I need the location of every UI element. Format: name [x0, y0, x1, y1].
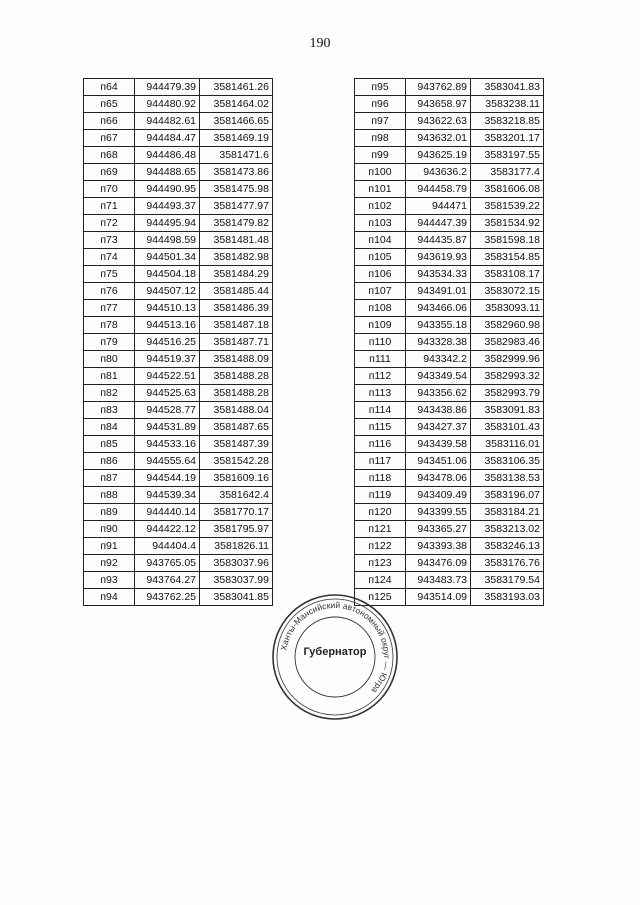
table-row	[84, 164, 273, 181]
table-row	[355, 538, 544, 555]
point-id-cell: п115	[355, 419, 406, 436]
point-id-cell: п100	[355, 164, 406, 181]
y-coordinate-cell: 3582960.98	[471, 317, 544, 334]
coordinates-table-left	[83, 78, 273, 606]
y-coordinate-cell: 3581473.86	[200, 164, 273, 181]
point-id-cell: п71	[84, 198, 135, 215]
y-coordinate-cell: 3581826.11	[200, 538, 273, 555]
point-id-cell: п81	[84, 368, 135, 385]
y-coordinate-cell: 3582983.46	[471, 334, 544, 351]
point-id-cell: п74	[84, 249, 135, 266]
table-row	[355, 504, 544, 521]
y-coordinate-cell: 3581487.71	[200, 334, 273, 351]
x-coordinate-cell: 943393.38	[406, 538, 471, 555]
y-coordinate-cell: 3581461.26	[200, 79, 273, 96]
point-id-cell: п70	[84, 181, 135, 198]
x-coordinate-cell: 944488.65	[135, 164, 200, 181]
x-coordinate-cell: 944479.39	[135, 79, 200, 96]
point-id-cell: п105	[355, 249, 406, 266]
table-row	[355, 96, 544, 113]
table-row	[84, 402, 273, 419]
y-coordinate-cell: 3583041.83	[471, 79, 544, 96]
x-coordinate-cell: 944513.16	[135, 317, 200, 334]
table-left-body	[84, 79, 273, 606]
y-coordinate-cell: 3583193.03	[471, 589, 544, 606]
y-coordinate-cell: 3583101.43	[471, 419, 544, 436]
point-id-cell: п91	[84, 538, 135, 555]
table-row	[355, 334, 544, 351]
x-coordinate-cell: 943451.06	[406, 453, 471, 470]
y-coordinate-cell: 3583201.17	[471, 130, 544, 147]
point-id-cell: п108	[355, 300, 406, 317]
table-row	[84, 368, 273, 385]
x-coordinate-cell: 943438.86	[406, 402, 471, 419]
table-row	[355, 436, 544, 453]
table-row	[355, 521, 544, 538]
y-coordinate-cell: 3581479.82	[200, 215, 273, 232]
table-row	[355, 470, 544, 487]
x-coordinate-cell: 943658.97	[406, 96, 471, 113]
table-row	[355, 249, 544, 266]
y-coordinate-cell: 3581481.48	[200, 232, 273, 249]
y-coordinate-cell: 3581642.4	[200, 487, 273, 504]
table-row	[84, 419, 273, 436]
point-id-cell: п73	[84, 232, 135, 249]
point-id-cell: п106	[355, 266, 406, 283]
table-row	[84, 79, 273, 96]
point-id-cell: п101	[355, 181, 406, 198]
point-id-cell: п75	[84, 266, 135, 283]
table-row	[355, 555, 544, 572]
x-coordinate-cell: 944495.94	[135, 215, 200, 232]
point-id-cell: п110	[355, 334, 406, 351]
y-coordinate-cell: 3581482.98	[200, 249, 273, 266]
y-coordinate-cell: 3581534.92	[471, 215, 544, 232]
x-coordinate-cell: 944533.16	[135, 436, 200, 453]
table-row	[84, 453, 273, 470]
table-row	[355, 385, 544, 402]
point-id-cell: п98	[355, 130, 406, 147]
x-coordinate-cell: 944531.89	[135, 419, 200, 436]
y-coordinate-cell: 3581486.39	[200, 300, 273, 317]
y-coordinate-cell: 3583179.54	[471, 572, 544, 589]
table-row	[355, 317, 544, 334]
x-coordinate-cell: 944544.19	[135, 470, 200, 487]
table-row	[84, 470, 273, 487]
table-row	[84, 555, 273, 572]
table-row	[355, 215, 544, 232]
table-row	[84, 538, 273, 555]
x-coordinate-cell: 943762.25	[135, 589, 200, 606]
table-row	[355, 266, 544, 283]
y-coordinate-cell: 3583213.02	[471, 521, 544, 538]
y-coordinate-cell: 3581485.44	[200, 283, 273, 300]
y-coordinate-cell: 3581598.18	[471, 232, 544, 249]
point-id-cell: п92	[84, 555, 135, 572]
x-coordinate-cell: 943534.33	[406, 266, 471, 283]
x-coordinate-cell: 943764.27	[135, 572, 200, 589]
x-coordinate-cell: 944435.87	[406, 232, 471, 249]
x-coordinate-cell: 944486.48	[135, 147, 200, 164]
y-coordinate-cell: 3581471.6	[200, 147, 273, 164]
y-coordinate-cell: 3581466.65	[200, 113, 273, 130]
table-row	[84, 96, 273, 113]
point-id-cell: п111	[355, 351, 406, 368]
y-coordinate-cell: 3581487.65	[200, 419, 273, 436]
y-coordinate-cell: 3581488.28	[200, 368, 273, 385]
point-id-cell: п125	[355, 589, 406, 606]
y-coordinate-cell: 3581488.04	[200, 402, 273, 419]
x-coordinate-cell: 944519.37	[135, 351, 200, 368]
y-coordinate-cell: 3581484.29	[200, 266, 273, 283]
x-coordinate-cell: 944422.12	[135, 521, 200, 538]
y-coordinate-cell: 3583246.13	[471, 538, 544, 555]
y-coordinate-cell: 3583108.17	[471, 266, 544, 283]
y-coordinate-cell: 3583177.4	[471, 164, 544, 181]
y-coordinate-cell: 3581609.16	[200, 470, 273, 487]
x-coordinate-cell: 943427.37	[406, 419, 471, 436]
table-row	[84, 436, 273, 453]
x-coordinate-cell: 944504.18	[135, 266, 200, 283]
table-row	[84, 300, 273, 317]
table-row	[84, 351, 273, 368]
point-id-cell: п90	[84, 521, 135, 538]
x-coordinate-cell: 943483.73	[406, 572, 471, 589]
y-coordinate-cell: 3583072.15	[471, 283, 544, 300]
table-row	[84, 147, 273, 164]
table-row	[355, 402, 544, 419]
y-coordinate-cell: 3583218.85	[471, 113, 544, 130]
point-id-cell: п68	[84, 147, 135, 164]
table-row	[84, 113, 273, 130]
table-row	[84, 249, 273, 266]
x-coordinate-cell: 943466.06	[406, 300, 471, 317]
x-coordinate-cell: 944528.77	[135, 402, 200, 419]
x-coordinate-cell: 944498.59	[135, 232, 200, 249]
table-row	[355, 300, 544, 317]
table-row	[355, 198, 544, 215]
x-coordinate-cell: 943476.09	[406, 555, 471, 572]
y-coordinate-cell: 3583238.11	[471, 96, 544, 113]
x-coordinate-cell: 944501.34	[135, 249, 200, 266]
table-row	[355, 572, 544, 589]
table-row	[84, 130, 273, 147]
point-id-cell: п97	[355, 113, 406, 130]
point-id-cell: п88	[84, 487, 135, 504]
y-coordinate-cell: 3581539.22	[471, 198, 544, 215]
y-coordinate-cell: 3581795.97	[200, 521, 273, 538]
x-coordinate-cell: 944555.64	[135, 453, 200, 470]
point-id-cell: п89	[84, 504, 135, 521]
y-coordinate-cell: 3582993.79	[471, 385, 544, 402]
point-id-cell: п107	[355, 283, 406, 300]
x-coordinate-cell: 943365.27	[406, 521, 471, 538]
table-row	[355, 181, 544, 198]
x-coordinate-cell: 943355.18	[406, 317, 471, 334]
point-id-cell: п103	[355, 215, 406, 232]
table-row	[355, 487, 544, 504]
table-row	[355, 351, 544, 368]
table-row	[84, 504, 273, 521]
x-coordinate-cell: 944493.37	[135, 198, 200, 215]
table-row	[355, 130, 544, 147]
y-coordinate-cell: 3581469.19	[200, 130, 273, 147]
point-id-cell: п80	[84, 351, 135, 368]
table-row	[84, 215, 273, 232]
point-id-cell: п82	[84, 385, 135, 402]
table-row	[355, 368, 544, 385]
x-coordinate-cell: 943619.93	[406, 249, 471, 266]
y-coordinate-cell: 3583154.85	[471, 249, 544, 266]
x-coordinate-cell: 944522.51	[135, 368, 200, 385]
x-coordinate-cell: 944480.92	[135, 96, 200, 113]
table-row	[355, 164, 544, 181]
point-id-cell: п93	[84, 572, 135, 589]
y-coordinate-cell: 3581477.97	[200, 198, 273, 215]
x-coordinate-cell: 943625.19	[406, 147, 471, 164]
point-id-cell: п76	[84, 283, 135, 300]
page-number: 190	[309, 36, 331, 51]
table-row	[84, 181, 273, 198]
point-id-cell: п94	[84, 589, 135, 606]
x-coordinate-cell: 944490.95	[135, 181, 200, 198]
point-id-cell: п95	[355, 79, 406, 96]
table-row	[355, 147, 544, 164]
point-id-cell: п67	[84, 130, 135, 147]
table-row	[355, 453, 544, 470]
x-coordinate-cell: 943409.49	[406, 487, 471, 504]
point-id-cell: п123	[355, 555, 406, 572]
table-row	[355, 419, 544, 436]
y-coordinate-cell: 3583116.01	[471, 436, 544, 453]
x-coordinate-cell: 943762.89	[406, 79, 471, 96]
point-id-cell: п87	[84, 470, 135, 487]
table-right-body	[355, 79, 544, 606]
x-coordinate-cell: 943399.55	[406, 504, 471, 521]
y-coordinate-cell: 3583138.53	[471, 470, 544, 487]
x-coordinate-cell: 944510.13	[135, 300, 200, 317]
seal-label: Губернатор	[303, 646, 367, 658]
seal-ring-text: Ханты-Мансийский автономный округ — Югра	[278, 599, 393, 696]
y-coordinate-cell: 3581770.17	[200, 504, 273, 521]
y-coordinate-cell: 3583106.35	[471, 453, 544, 470]
table-row	[84, 385, 273, 402]
point-id-cell: п118	[355, 470, 406, 487]
y-coordinate-cell: 3581464.02	[200, 96, 273, 113]
coordinates-table-right	[354, 78, 544, 606]
x-coordinate-cell: 944482.61	[135, 113, 200, 130]
point-id-cell: п86	[84, 453, 135, 470]
x-coordinate-cell: 943636.2	[406, 164, 471, 181]
point-id-cell: п96	[355, 96, 406, 113]
y-coordinate-cell: 3583197.55	[471, 147, 544, 164]
y-coordinate-cell: 3581487.39	[200, 436, 273, 453]
y-coordinate-cell: 3583093.11	[471, 300, 544, 317]
point-id-cell: п78	[84, 317, 135, 334]
table-row	[84, 283, 273, 300]
point-id-cell: п117	[355, 453, 406, 470]
point-id-cell: п116	[355, 436, 406, 453]
y-coordinate-cell: 3583041.85	[200, 589, 273, 606]
x-coordinate-cell: 943356.62	[406, 385, 471, 402]
point-id-cell: п66	[84, 113, 135, 130]
point-id-cell: п85	[84, 436, 135, 453]
x-coordinate-cell: 943478.06	[406, 470, 471, 487]
point-id-cell: п109	[355, 317, 406, 334]
point-id-cell: п114	[355, 402, 406, 419]
x-coordinate-cell: 944404.4	[135, 538, 200, 555]
point-id-cell: п79	[84, 334, 135, 351]
table-row	[84, 589, 273, 606]
x-coordinate-cell: 944471	[406, 198, 471, 215]
table-row	[84, 232, 273, 249]
point-id-cell: п64	[84, 79, 135, 96]
y-coordinate-cell: 3581488.09	[200, 351, 273, 368]
table-row	[84, 198, 273, 215]
y-coordinate-cell: 3583037.99	[200, 572, 273, 589]
table-row	[355, 79, 544, 96]
x-coordinate-cell: 943622.63	[406, 113, 471, 130]
x-coordinate-cell: 943491.01	[406, 283, 471, 300]
point-id-cell: п121	[355, 521, 406, 538]
table-row	[84, 317, 273, 334]
point-id-cell: п104	[355, 232, 406, 249]
y-coordinate-cell: 3582993.32	[471, 368, 544, 385]
x-coordinate-cell: 943342.2	[406, 351, 471, 368]
governor-seal	[270, 592, 400, 722]
x-coordinate-cell: 944447.39	[406, 215, 471, 232]
x-coordinate-cell: 944507.12	[135, 283, 200, 300]
table-row	[84, 334, 273, 351]
point-id-cell: п69	[84, 164, 135, 181]
table-row	[355, 113, 544, 130]
table-row	[84, 521, 273, 538]
y-coordinate-cell: 3583037.96	[200, 555, 273, 572]
x-coordinate-cell: 944525.63	[135, 385, 200, 402]
x-coordinate-cell: 944539.34	[135, 487, 200, 504]
y-coordinate-cell: 3581487.18	[200, 317, 273, 334]
x-coordinate-cell: 944516.25	[135, 334, 200, 351]
y-coordinate-cell: 3581475.98	[200, 181, 273, 198]
point-id-cell: п65	[84, 96, 135, 113]
y-coordinate-cell: 3582999.96	[471, 351, 544, 368]
y-coordinate-cell: 3583196.07	[471, 487, 544, 504]
point-id-cell: п112	[355, 368, 406, 385]
x-coordinate-cell: 943328.38	[406, 334, 471, 351]
x-coordinate-cell: 943514.09	[406, 589, 471, 606]
point-id-cell: п99	[355, 147, 406, 164]
x-coordinate-cell: 943439.58	[406, 436, 471, 453]
point-id-cell: п72	[84, 215, 135, 232]
point-id-cell: п77	[84, 300, 135, 317]
point-id-cell: п113	[355, 385, 406, 402]
y-coordinate-cell: 3581542.28	[200, 453, 273, 470]
x-coordinate-cell: 944458.79	[406, 181, 471, 198]
point-id-cell: п122	[355, 538, 406, 555]
table-row	[355, 283, 544, 300]
y-coordinate-cell: 3581488.28	[200, 385, 273, 402]
table-row	[84, 266, 273, 283]
x-coordinate-cell: 944440.14	[135, 504, 200, 521]
point-id-cell: п124	[355, 572, 406, 589]
table-row	[84, 572, 273, 589]
x-coordinate-cell: 944484.47	[135, 130, 200, 147]
point-id-cell: п120	[355, 504, 406, 521]
y-coordinate-cell: 3583184.21	[471, 504, 544, 521]
table-row	[84, 487, 273, 504]
point-id-cell: п119	[355, 487, 406, 504]
y-coordinate-cell: 3583176.76	[471, 555, 544, 572]
x-coordinate-cell: 943632.01	[406, 130, 471, 147]
point-id-cell: п102	[355, 198, 406, 215]
x-coordinate-cell: 943765.05	[135, 555, 200, 572]
point-id-cell: п84	[84, 419, 135, 436]
y-coordinate-cell: 3583091.83	[471, 402, 544, 419]
point-id-cell: п83	[84, 402, 135, 419]
y-coordinate-cell: 3581606.08	[471, 181, 544, 198]
table-row	[355, 232, 544, 249]
x-coordinate-cell: 943349.54	[406, 368, 471, 385]
